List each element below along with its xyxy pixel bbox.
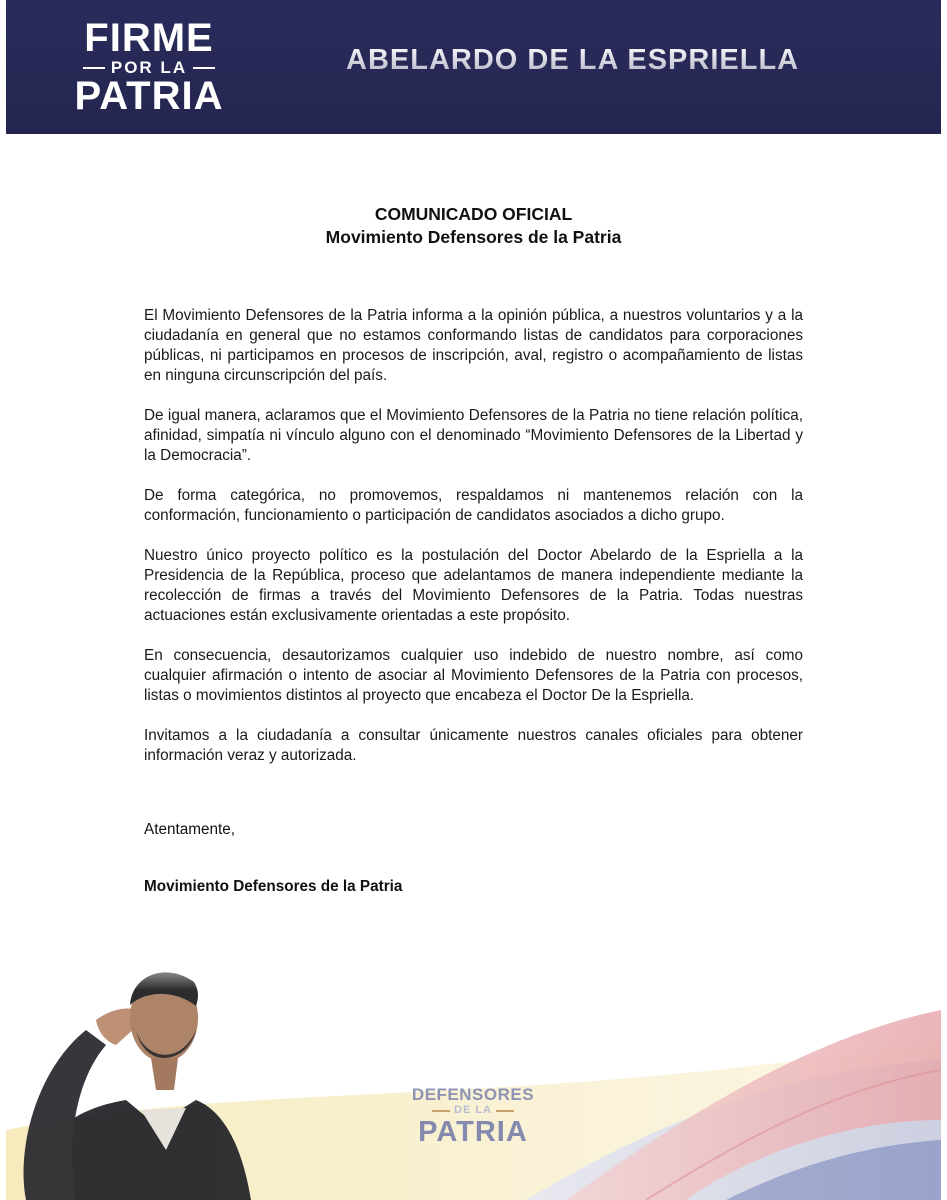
- brand-name: ABELARDO DE LA ESPRIELLA: [346, 44, 886, 84]
- footer-logo-line-patria: PATRIA: [418, 1116, 528, 1148]
- footer-logo-dash-left: [432, 1110, 450, 1112]
- saluting-man-figure: [24, 972, 252, 1200]
- footer-logo-dash-right: [496, 1110, 514, 1112]
- paragraph-6: Invitamos a la ciudadanía a consultar únicamente nuestros canales oficiales para obtener información veraz y autorizada.: [144, 727, 803, 764]
- footer-decoration: [6, 950, 941, 1200]
- footer-art-svg: [6, 950, 941, 1200]
- logo-line-patria: PATRIA: [74, 74, 224, 118]
- logo-dash-left: [83, 67, 105, 69]
- paragraph-4: Nuestro único proyecto político es la postulación del Doctor Abelardo de la Espriella a la Presidencia de la República, proceso que adelantamos de manera independiente mediante la recolección de firmas a través del Movimiento Defensores de la Patria. Todas nuestras actuaciones están exclusivamente orientadas a este propósito.: [144, 547, 803, 624]
- firme-por-la-patria-logo: [64, 16, 234, 118]
- footer-logo-line-defensores: DEFENSORES: [411, 1085, 535, 1104]
- closing-salutation: Atentamente,: [144, 821, 235, 838]
- title-line-comunicado: COMUNICADO OFICIAL: [374, 204, 573, 224]
- document-body: [144, 306, 803, 786]
- signature: Movimiento Defensores de la Patria: [144, 878, 403, 895]
- defensores-de-la-patria-logo: [405, 1086, 541, 1148]
- paragraph-3: De forma categórica, no promovemos, respaldamos ni mantenemos relación con la conformación, funcionamiento o participación de candidatos asociados a dicho grupo.: [144, 487, 803, 524]
- footer-logo-line-de-la-text: DE LA: [454, 1104, 492, 1116]
- logo-dash-right: [193, 67, 215, 69]
- paragraph-2: De igual manera, aclaramos que el Movimiento Defensores de la Patria no tiene relación política, afinidad, simpatía ni vínculo alguno con el denominado “Movimiento Defensores de la Libertad y la Democracia”.: [144, 407, 803, 464]
- logo-line-por-la-text: POR LA: [110, 58, 188, 77]
- header-banner: [6, 0, 941, 134]
- title-line-movimiento: Movimiento Defensores de la Patria: [325, 227, 622, 247]
- footer-fade-top: [6, 950, 941, 990]
- paragraph-5: En consecuencia, desautorizamos cualquier uso indebido de nuestro nombre, así como cualquier afirmación o intento de asociar al Movimiento Defensores de la Patria con procesos, listas o movimientos distintos al proyecto que encabeza el Doctor De la Espriella.: [144, 647, 803, 704]
- paragraph-1: El Movimiento Defensores de la Patria informa a la opinión pública, a nuestros voluntarios y a la ciudadanía en general que no estamos conformando listas de candidatos para corporaciones públicas, ni participamos en procesos de inscripción, aval, registro o acompañamiento de listas en ninguna circunscripción del país.: [144, 307, 803, 384]
- document-title: [0, 203, 947, 249]
- logo-line-firme: FIRME: [84, 16, 214, 60]
